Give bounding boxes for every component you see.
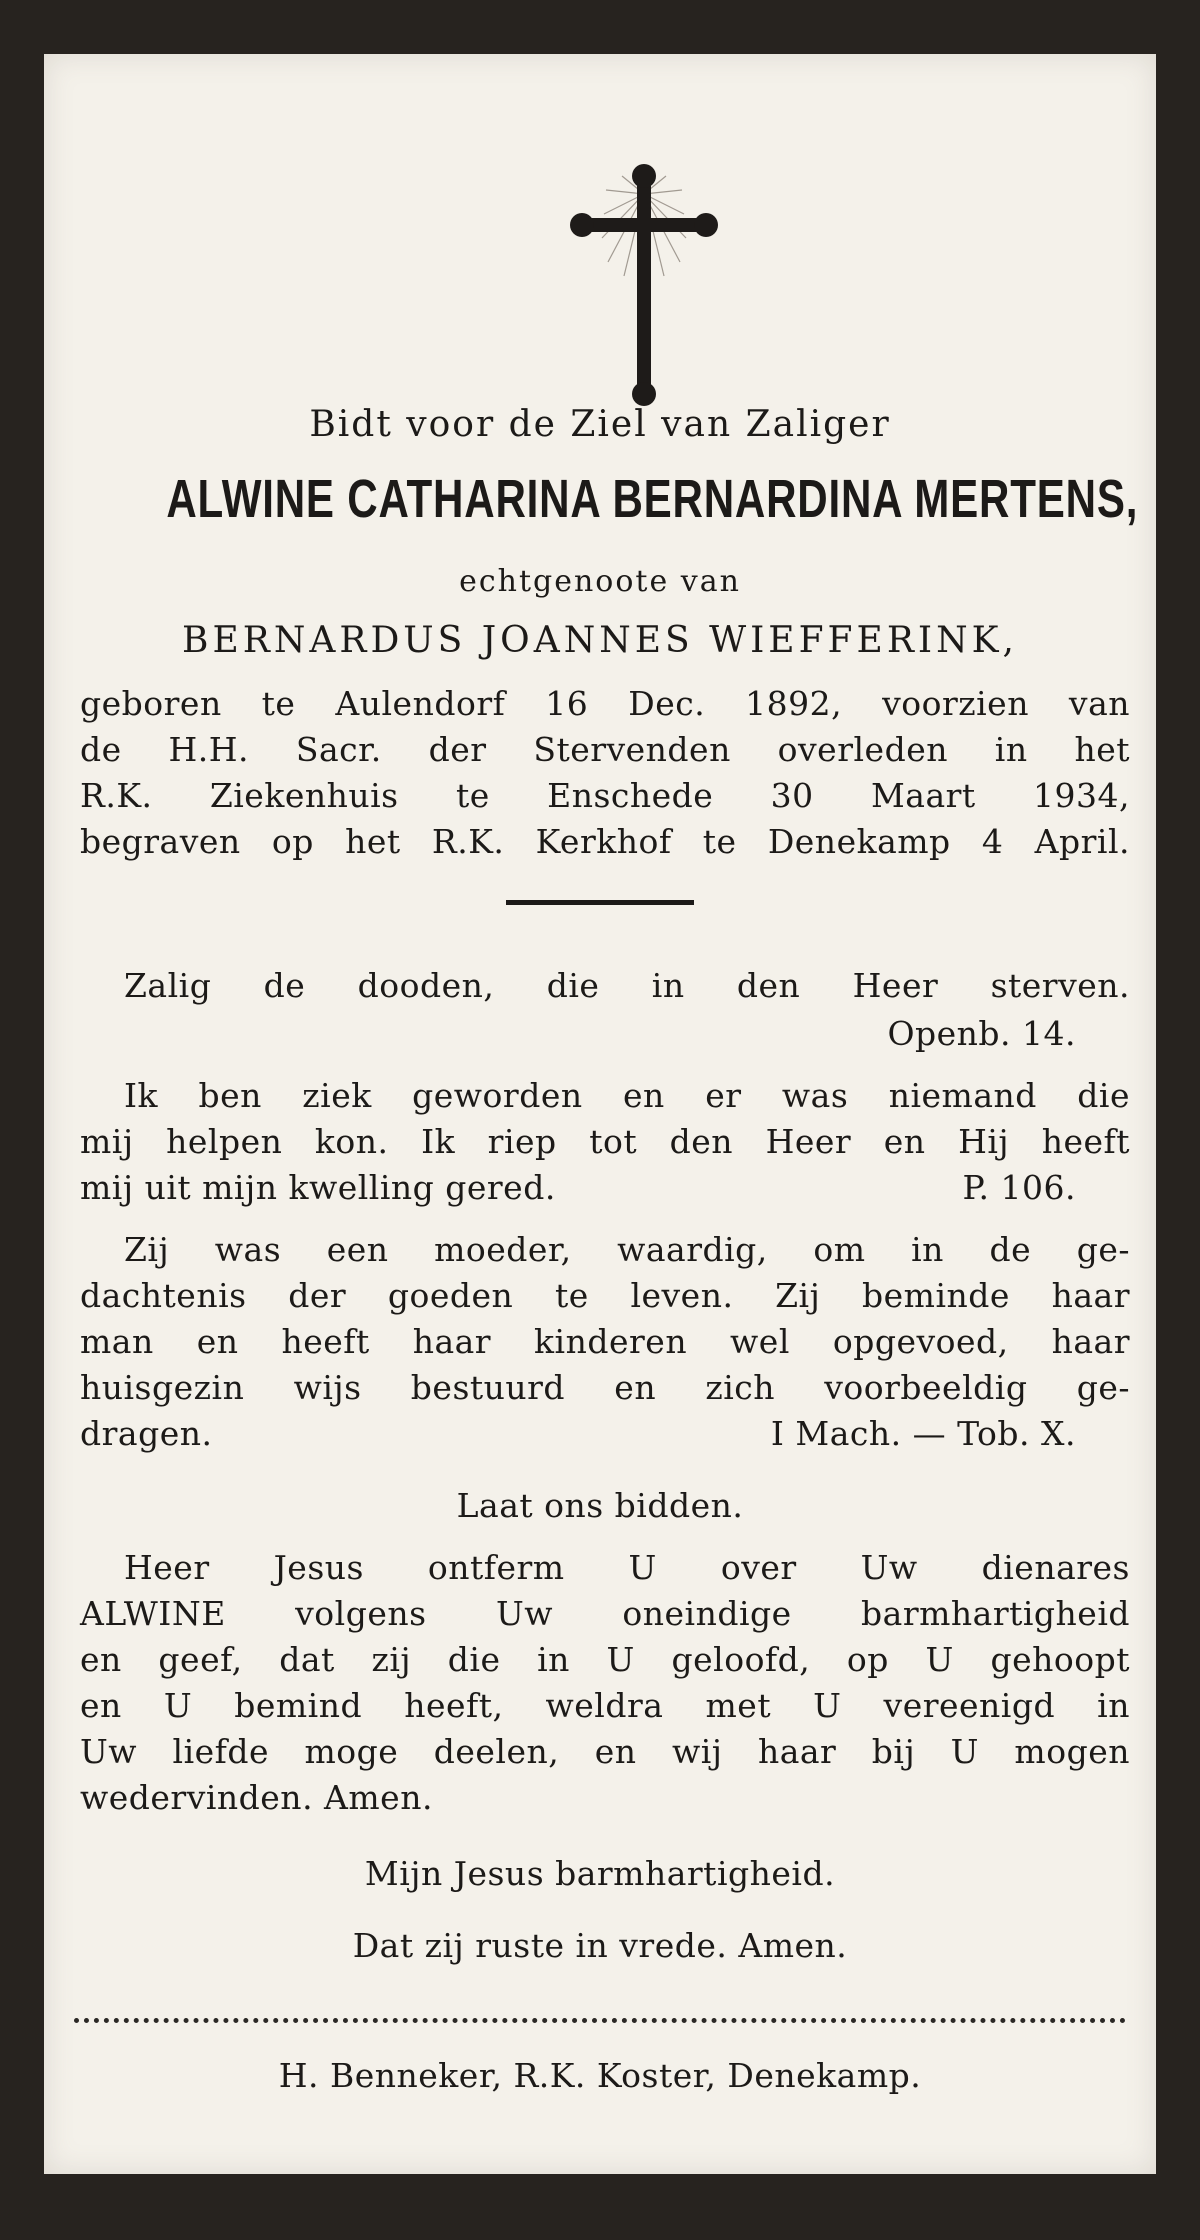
spouse-label: echtgenoote van — [459, 564, 741, 599]
bio-line: begraven op het R.K. Kerkhof te Denekamp 4 April. — [80, 822, 1130, 861]
bio-line: de H.H. Sacr. der Stervenden overleden in het — [80, 730, 1130, 769]
spouse-name: BERNARDUS JOANNES WIEFFERINK, — [182, 620, 1018, 661]
quote-line: dragen. — [80, 1414, 213, 1453]
quote-line: Zij was een moeder, waardig, om in de ge- — [124, 1230, 1130, 1269]
divider-rule — [506, 900, 694, 905]
printer-credit: H. Benneker, R.K. Koster, Denekamp. — [278, 2056, 922, 2095]
prayer-line: en geef, dat zij die in U geloofd, op U gehoopt — [80, 1640, 1130, 1679]
quote-reference: Openb. 14. — [887, 1014, 1076, 1053]
prayer-line: en U bemind heeft, weldra met U vereenigd in — [80, 1686, 1130, 1725]
quote-line: Ik ben ziek geworden en er was niemand die — [124, 1076, 1130, 1115]
quote-line: mij uit mijn kwelling gered. — [80, 1168, 556, 1207]
bio-line: R.K. Ziekenhuis te Enschede 30 Maart 1934, — [80, 776, 1130, 815]
quote-line: man en heeft haar kinderen wel opgevoed, haar — [80, 1322, 1130, 1361]
quote-reference: I Mach. — Tob. X. — [770, 1414, 1076, 1453]
deceased-name: ALWINE CATHARINA BERNARDINA MERTENS, — [166, 469, 1139, 529]
ejaculation: Mijn Jesus barmhartigheid. — [364, 1854, 836, 1893]
quote-line: Zalig de dooden, die in den Heer sterven. — [124, 966, 1130, 1005]
cross-icon — [564, 154, 724, 414]
prayer-line: ALWINE volgens Uw oneindige barmhartigheid — [80, 1594, 1130, 1633]
prayer-heading: Bidt voor de Ziel van Zaliger — [309, 404, 891, 445]
closing-line: Dat zij ruste in vrede. Amen. — [352, 1926, 848, 1965]
prayer-line: Heer Jesus ontferm U over Uw dienares — [124, 1548, 1130, 1587]
quote-line: dachtenis der goeden te leven. Zij beminde haar — [80, 1276, 1130, 1315]
prayer-title: Laat ons bidden. — [456, 1486, 744, 1525]
dotted-divider — [74, 2018, 1126, 2023]
quote-line: huisgezin wijs bestuurd en zich voorbeeldig ge- — [80, 1368, 1130, 1407]
prayer-line: wedervinden. Amen. — [80, 1778, 433, 1817]
prayer-line: Uw liefde moge deelen, en wij haar bij U mogen — [80, 1732, 1130, 1771]
quote-reference: P. 106. — [962, 1168, 1076, 1207]
quote-line: mij helpen kon. Ik riep tot den Heer en Hij heeft — [80, 1122, 1130, 1161]
bio-line: geboren te Aulendorf 16 Dec. 1892, voorzien van — [80, 684, 1130, 723]
memorial-card — [44, 54, 1156, 2174]
